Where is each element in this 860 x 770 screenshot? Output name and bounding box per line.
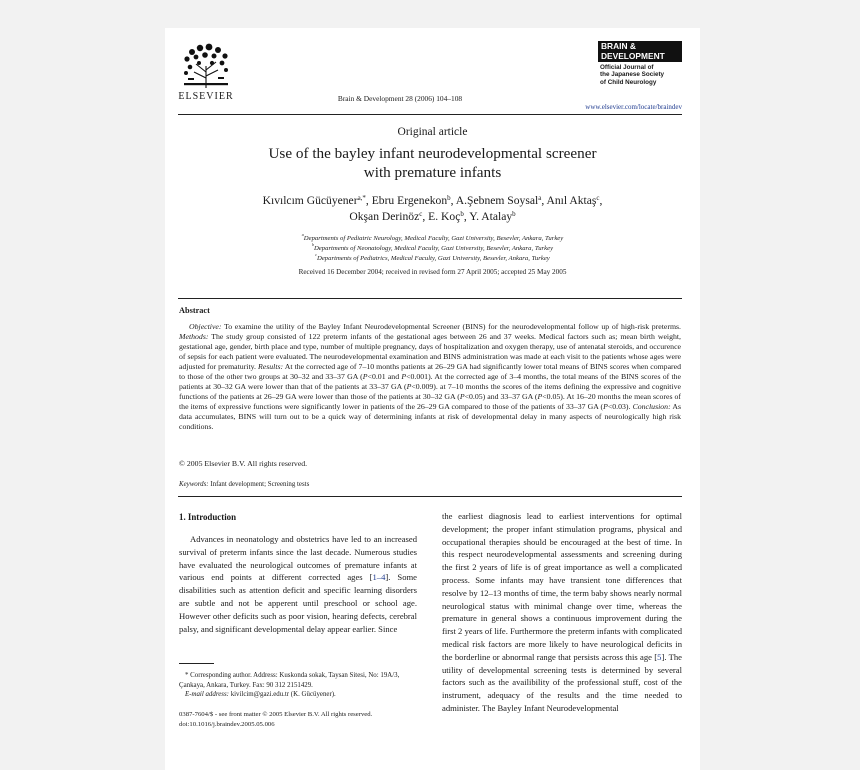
abstract-text-run: Objective:: [189, 322, 222, 331]
affiliation-text: Departments of Neonatology, Medical Faculty, Gazi University, Besevler, Ankara, Turkey: [313, 244, 554, 252]
intro-text-run: ]. Some disabilities such as attention deficit and specific learning disorders are subtle and not be apperent until preschool or school age. However other deficits such as poor vision, hearing defects, cerebral palsy, and significant developmental delay appear earlier. Since: [179, 572, 418, 634]
abstract-text-run: <0.01 and: [367, 372, 402, 382]
issn-line: 0387-7604/$ - see front matter © 2005 Elsevier B.V. All rights reserved.: [179, 711, 373, 718]
author-line: [185, 209, 680, 225]
abstract-text-run: <0.001). At the corrected age of 3–4 months, the total means of the BINS scores of the patients at 30–32 GA were lower than that of the patients at 33–37 GA (: [179, 372, 682, 392]
affiliation-text: Departments of Pediatric Neurology, Medical Faculty, Gazi University, Besevler, Ankara, Turkey: [303, 235, 564, 242]
article-title: [185, 144, 680, 182]
title-line: with premature infants: [363, 164, 502, 181]
received-dates: Received 16 December 2004; received in revised form 27 April 2005; accepted 25 May 2005: [298, 268, 567, 276]
affiliation-mark: c: [315, 251, 317, 257]
header-divider: [178, 114, 682, 115]
brand-subtitle-line: Official Journal of: [600, 64, 654, 71]
brand-subtitle-line: of Child Neurology: [600, 78, 657, 86]
footnote-divider: [179, 663, 214, 664]
brand-title-line: BRAIN &: [601, 41, 636, 51]
brand-subtitle-line: the Japanese Society: [600, 71, 665, 79]
author-affiliation-mark: a,*: [357, 194, 366, 202]
abstract-text-run: <0.009). at 7–10 months the scores of the items defining the expressive and cognitive functions of the patients at 26–29 GA were lower than those of the patients at 30–32 GA (: [179, 382, 682, 402]
email-label: E-mail address:: [185, 691, 229, 698]
affiliation-mark: b: [311, 241, 314, 247]
author-affiliation-mark: b: [460, 210, 464, 218]
email-text: kivilcim@gazi.edu.tr (K. Gücüyener).: [228, 691, 336, 698]
brand-title-line: DEVELOPMENT: [601, 50, 665, 61]
keywords: [179, 481, 309, 488]
elsevier-logo: [178, 42, 234, 102]
author-name: , Ebru Ergenekon: [365, 194, 448, 207]
abstract-text-run: <0.05) and 33–37 GA (: [464, 392, 538, 402]
abstract-text-run: As data accumulates, BINS will turn out to be a quick way of determining infants at risk of developmental delay in many aspects of neurologically high risk conditions.: [179, 402, 682, 432]
brand-subtitle: [598, 64, 680, 86]
doi-line: doi:10.1016/j.braindev.2005.05.006: [179, 720, 275, 728]
abstract-top-divider: [178, 298, 682, 299]
abstract-text-run: P: [362, 372, 368, 382]
elsevier-tree-icon: [178, 42, 234, 90]
author-list: [185, 193, 680, 225]
abstract-text-run: P: [406, 382, 412, 392]
intro-text-run: ]. The utility of developmental screening tests is determined by several factors such as the availibility of the professional stuff, cost of the instrument, adequacy of the results and the time needed to administer. The Bayley Infant Neurodevelopmental: [442, 651, 682, 713]
journal-brand-logo: [598, 41, 680, 91]
abstract-bottom-divider: [178, 496, 682, 497]
keywords-text: Infant development; Screening tests: [208, 481, 310, 488]
abstract-text-run: <0.05). At 16–20 months the mean scores of the items of expressive functions were significantly lower in patients of the 26–29 GA compared to those of the patients of 33–37 GA (: [179, 392, 681, 412]
author-name: , Anıl Aktaş: [541, 194, 597, 207]
elsevier-wordmark: ELSEVIER: [178, 91, 234, 102]
intro-left-column: [179, 533, 417, 635]
intro-text-run: the earliest diagnosis lead to earliest interventions for optimal development; the proper infant stimulation programs, physical and occupational therapies should be encouraged at the best of time. In this respect neurodevelopmental assessments and screening during the first 2 years of life is of great importance as well a complicated process. Some infants may have transient tone differences that resolve by 12–13 months of time, the term baby shows nearly normal neurological status with minimal change over time, whereas the premature in general shows a continuous improvement during the first 2 years of life. Furthermore the preterm infants with complicated medical risk factors are more likely to have neurological deficits in the borderline or abnormal range that persists across this age [: [442, 511, 682, 662]
keywords-label: Keywords:: [179, 481, 209, 488]
abstract-text-run: P: [401, 372, 407, 382]
abstract-copyright: © 2005 Elsevier B.V. All rights reserved.: [179, 459, 308, 468]
article-page: [165, 28, 700, 770]
author-name: Kıvılcım Gücüyener: [262, 194, 358, 207]
abstract-text-run: Methods:: [179, 332, 209, 342]
journal-url-link[interactable]: www.elsevier.com/locate/braindev: [585, 103, 682, 111]
author-name: ,: [599, 194, 603, 207]
citation-link[interactable]: 5: [657, 651, 662, 662]
citation-link[interactable]: 1–4: [372, 572, 386, 583]
author-affiliation-mark: a: [538, 194, 542, 202]
intro-text-run: Advances in neonatology and obstetrics have led to an increased survival of preterm infants since the last decade. Numerous studies have evaluated the neurological outcomes of premature infants at various end points at different corrected ages [: [179, 534, 417, 583]
author-name: , E. Koç: [422, 210, 461, 223]
author-affiliation-mark: b: [512, 210, 516, 218]
abstract-text-run: Conclusion:: [632, 402, 671, 412]
journal-citation: Brain & Development 28 (2006) 104–108: [337, 94, 463, 103]
author-name: Okşan Derinöz: [349, 210, 420, 223]
footnote: [179, 671, 417, 700]
intro-right-column: [442, 510, 682, 715]
affiliation: [185, 241, 680, 254]
abstract-text-run: The study group consisted of 122 preterm infants of the gestational ages between 26 and 37 weeks. Medical factors such as; mean birth weight, gestational age, gender, birth place and type, number of multiple pregnancy, days of hospitalization and oxygen therapy, use of antenatal steroids, and occurence of sepsis for each patient were evaluated. The neurodevelopmental examination and BINS administration was made at each visit to the patients whose ages were adjusted for prematurity.: [179, 332, 681, 372]
abstract-text-run: <0.03).: [607, 402, 633, 412]
article-type: Original article: [397, 126, 468, 138]
affiliation-list: [185, 234, 680, 263]
affiliation-mark: a: [301, 232, 304, 237]
abstract-heading: Abstract: [179, 306, 210, 315]
abstract-text-run: P: [537, 392, 543, 402]
title-line: Use of the bayley infant neurodevelopmental screener: [268, 145, 597, 162]
abstract-body: [179, 322, 681, 433]
affiliation-text: Departments of Pediatrics, Medical Faculty, Gazi University, Besevler, Ankara, Turkey: [317, 254, 550, 262]
affiliation: [185, 251, 680, 264]
author-affiliation-mark: c: [419, 210, 423, 218]
author-line: [185, 193, 680, 209]
abstract-text-run: At the corrected age of 7–10 months patients at 26–29 GA had significantly lower total means of BINS scores when compared to those of the other two groups at 30–32 and 33–37 GA (: [179, 362, 681, 382]
abstract-text-run: Results:: [258, 362, 284, 372]
abstract-text-run: P: [603, 402, 608, 412]
abstract-text-run: To examine the utility of the Bayley Infant Neurodevelopmental Screener (BINS) for the neurodevelopmental follow up of high-risk preterms.: [221, 322, 681, 331]
affiliation: [185, 234, 680, 244]
author-name: , Y. Atalay: [463, 210, 513, 223]
author-name: , A.Şebnem Soysal: [450, 194, 539, 207]
brand-title: [598, 41, 682, 62]
author-affiliation-mark: b: [447, 194, 451, 202]
author-affiliation-mark: c: [596, 194, 600, 202]
corresponding-author-note: * Corresponding author. Address: Kuskonda sokak, Taysan Sitesi, No: 19A/3, Çankaya, Ankara, Turkey. Fax: 90 312 2151429.: [179, 672, 400, 689]
section-heading: 1. Introduction: [179, 512, 237, 522]
abstract-text-run: P: [459, 392, 465, 402]
issn-doi: [179, 710, 439, 730]
